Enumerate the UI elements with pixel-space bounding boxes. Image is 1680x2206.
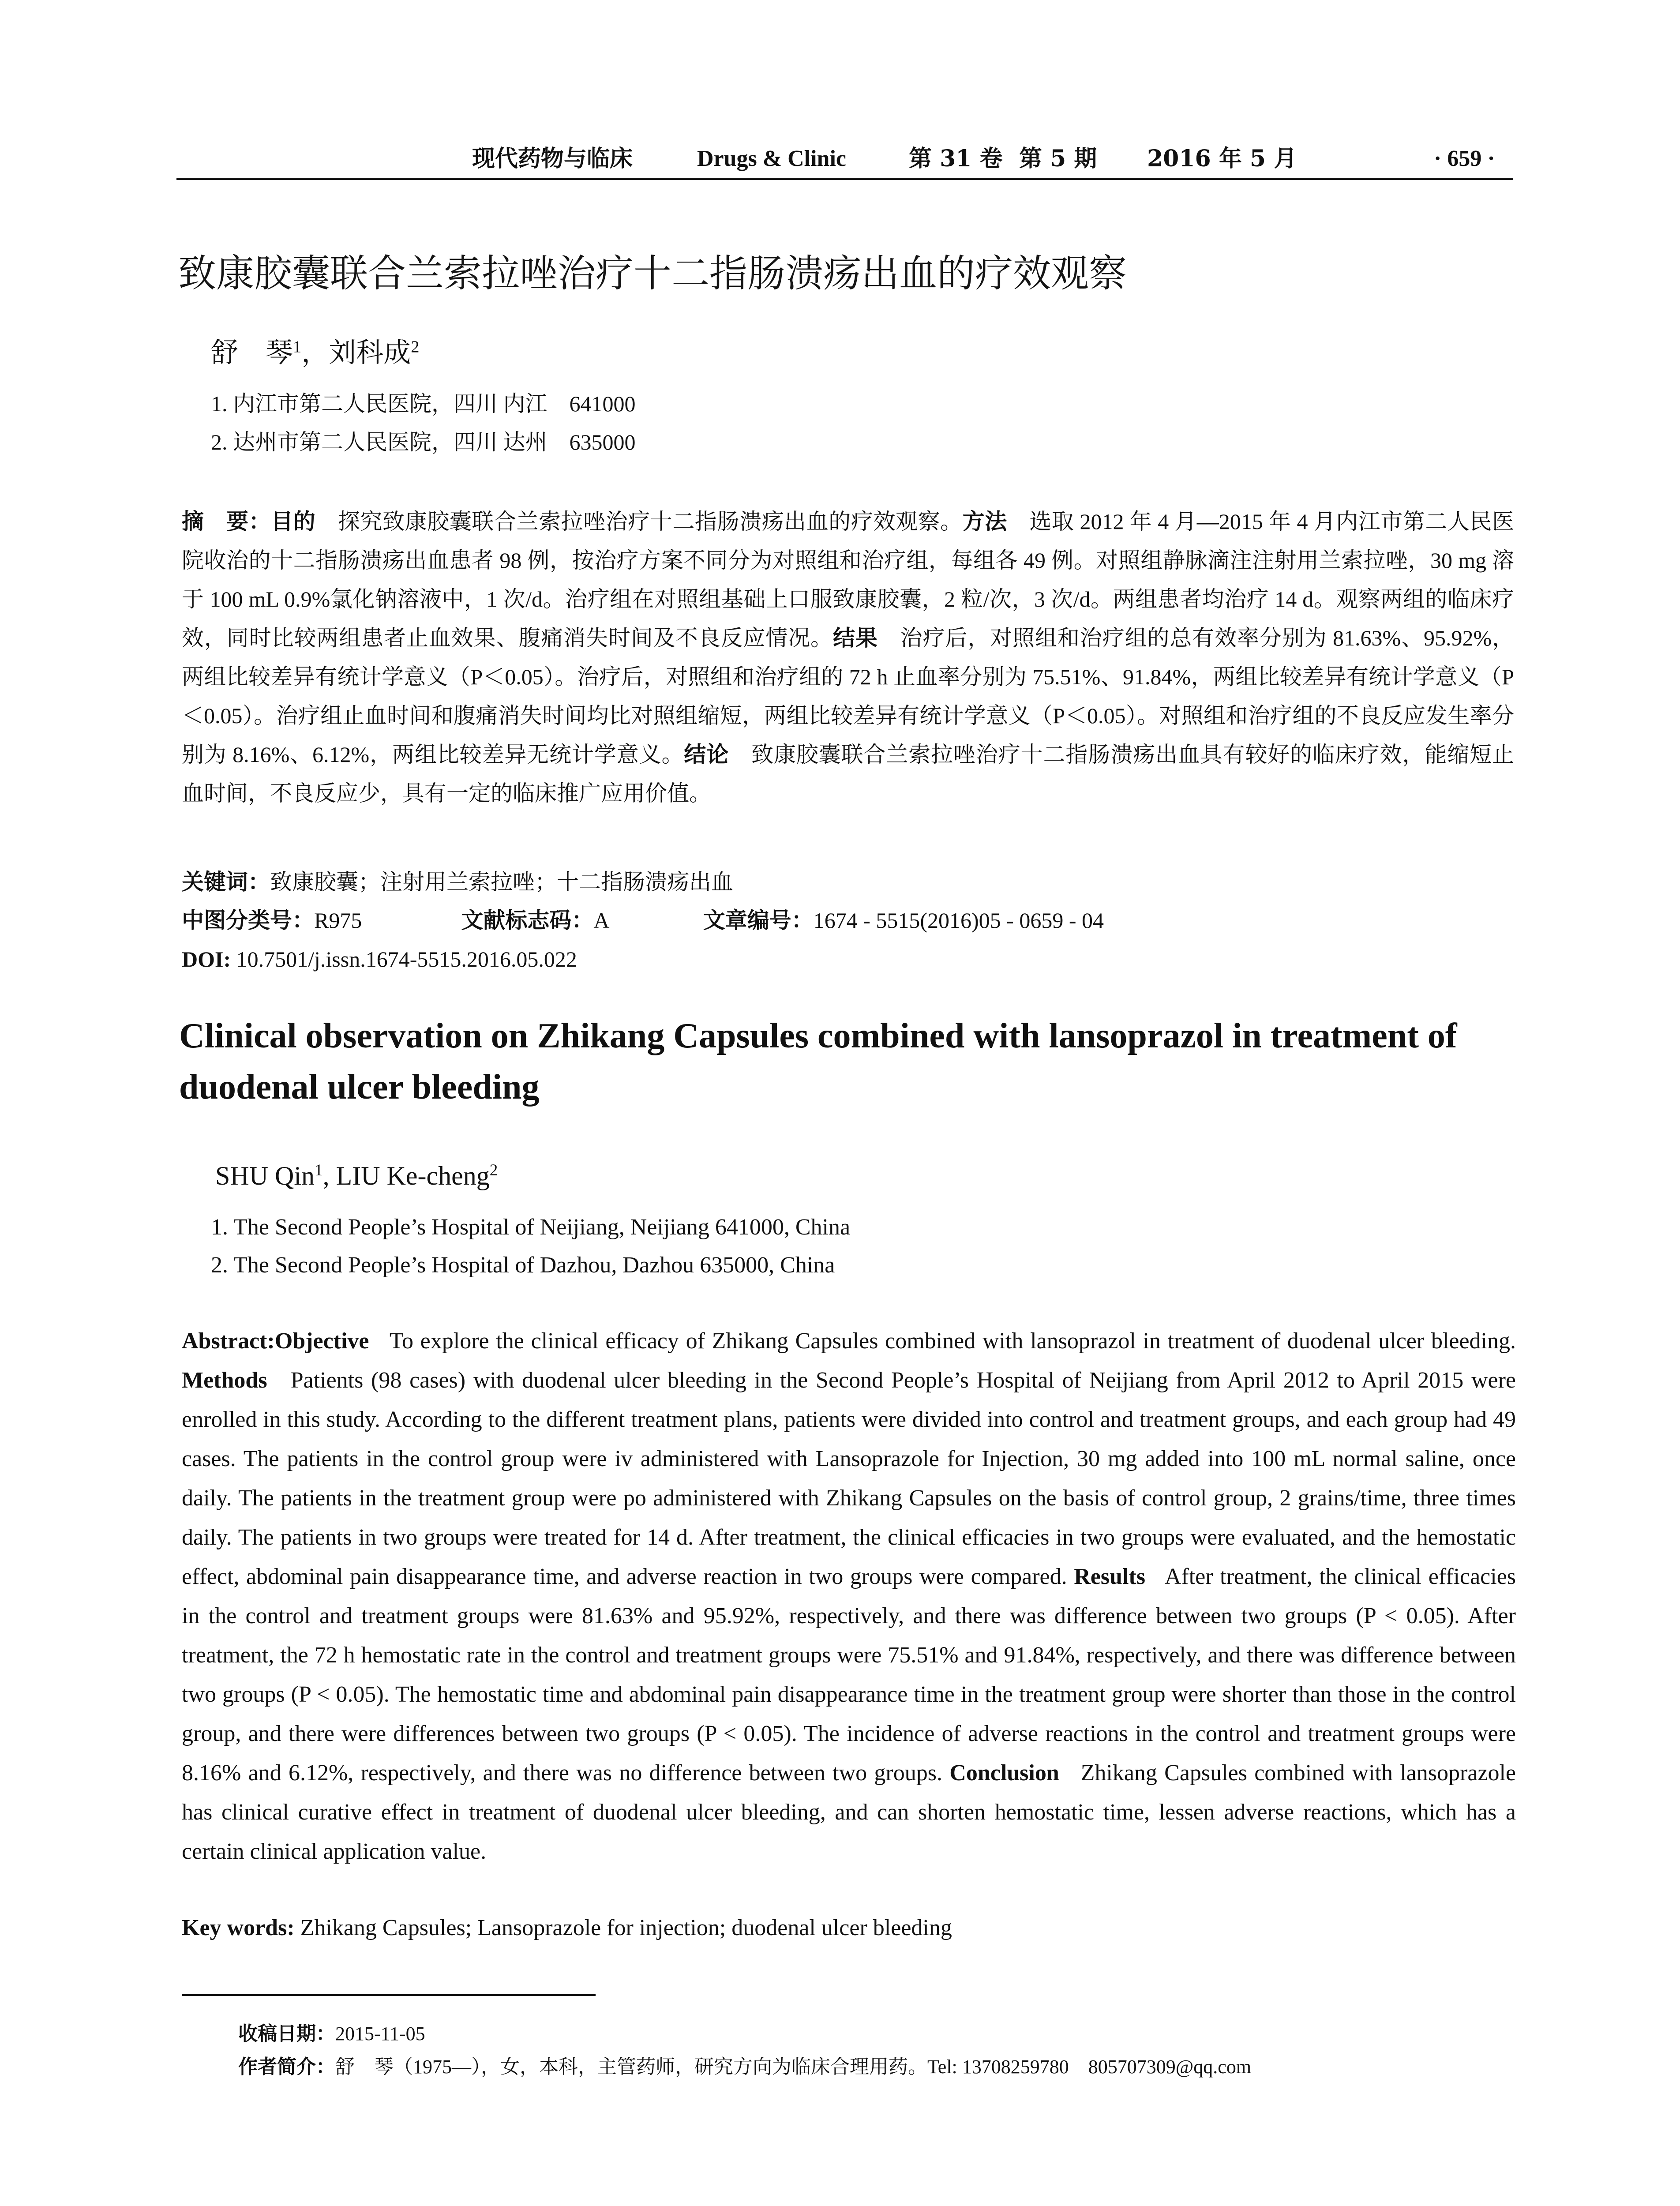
author-name: 舒 琴 bbox=[211, 338, 293, 368]
objective-text-en: To explore the clinical efficacy of Zhikang Capsules combined with lansoprazol in treatment of duodenal ulcer bleeding. bbox=[389, 1328, 1516, 1354]
journal-name-cn: 现代药物与临床 bbox=[472, 145, 633, 172]
affiliation-cn-1: 1. 内江市第二人民医院，四川 内江 641000 bbox=[211, 391, 636, 416]
keywords-label: 关键词： bbox=[182, 869, 270, 895]
results-label: 结果 bbox=[832, 625, 878, 651]
author-name: 刘科成 bbox=[329, 338, 411, 368]
keywords-en bbox=[182, 1908, 952, 1947]
abstract-en bbox=[182, 1321, 1516, 1871]
keywords-label-en: Key words: bbox=[182, 1915, 295, 1940]
received-label: 收稿日期： bbox=[238, 2022, 335, 2045]
title-en: Clinical observation on Zhikang Capsules combined with lansoprazol in treatment of duodenal ulcer bleeding bbox=[179, 1017, 1457, 1107]
affiliation-en-1: 1. The Second People’s Hospital of Neijiang, Neijiang 641000, China bbox=[211, 1215, 851, 1240]
authors-en bbox=[215, 1156, 498, 1196]
received-value: 2015-11-05 bbox=[335, 2023, 425, 2045]
methods-text: 选取 2012 年 4 月—2015 年 4 月内江市第二人民医院收治的十二指肠溃疡出血患者 98 例，按治疗方案不同分为对照组和治疗组，每组各 49 例。对照组静脉滴注注射用兰索拉唑，30 mg 溶于 100 mL 0.9%氯化钠溶液中，1 次/d。治疗组在对照组基础上口服致康胶囊，2 粒/次，3 次/d。两组患者均治疗 14 d。观察两组的临床疗效，同时比较两组患者止血效果、腹痛消失时间及不良反应情况。 bbox=[182, 509, 1515, 650]
article-number-value: 1674 - 5515(2016)05 - 0659 - 04 bbox=[813, 908, 1104, 933]
bio-label: 作者简介： bbox=[238, 2056, 335, 2078]
header-rule bbox=[176, 178, 1513, 180]
keywords-cn bbox=[182, 863, 733, 901]
objective-text: 探究致康胶囊联合兰索拉唑治疗十二指肠溃疡出血的疗效观察。 bbox=[338, 509, 963, 534]
volume: 第 31 卷 bbox=[909, 145, 1003, 172]
results-text-en: After treatment, the clinical efficacies in the control and treatment groups were 81.63% and 95.92%, respectively, and there was difference between two groups (P < 0.05). After treatment, the 72 h hemostatic rate in the control and treatment groups were 75.51% and 91.84%, respectively, and there was difference between two groups (P < 0.05). The hemostatic time and abdominal pain disappearance time in the treatment group were shorter than those in the control group, and there were differences between two groups (P < 0.05). The incidence of adverse reactions in the control and treatment groups were 8.16% and 6.12%, respectively, and there was no difference between two groups. bbox=[182, 1564, 1516, 1786]
classification-line bbox=[182, 901, 1104, 940]
results-text: 治疗后，对照组和治疗组的总有效率分别为 81.63%、95.92%，两组比较差异有统计学意义（P＜0.05）。治疗后，对照组和治疗组的 72 h 止血率分别为 75.51%、91.84%，两组比较差异有统计学意义（P＜0.05）。治疗组止血时间和腹痛消失时间均比对照组缩短，两组比较差异有统计学意义（P＜0.05）。对照组和治疗组的不良反应发生率分别为 8.16%、6.12%，两组比较差异无统计学意义。 bbox=[182, 626, 1515, 767]
conclusion-label: 结论 bbox=[684, 742, 729, 767]
issue: 第 5 期 bbox=[1019, 145, 1097, 172]
clc-label: 中图分类号： bbox=[182, 908, 314, 933]
author-sup: 2 bbox=[411, 338, 420, 356]
footnote-rule bbox=[182, 1994, 596, 1996]
affiliation-en-2: 2. The Second People’s Hospital of Dazhou, Dazhou 635000, China bbox=[211, 1253, 835, 1278]
issue-date: 2016 年 5 月 bbox=[1147, 145, 1297, 172]
authors-cn bbox=[211, 333, 419, 373]
keywords-text-en: Zhikang Capsules; Lansoprazole for injection; duodenal ulcer bleeding bbox=[300, 1915, 952, 1940]
author-bio bbox=[238, 2052, 1251, 2082]
affiliation-cn-2: 2. 达州市第二人民医院，四川 达州 635000 bbox=[211, 430, 636, 454]
results-label-en: Results bbox=[1074, 1564, 1145, 1589]
methods-label: 方法 bbox=[962, 509, 1007, 534]
doi-label: DOI: bbox=[182, 947, 231, 972]
objective-label: 目的 bbox=[271, 509, 316, 534]
conclusion-label-en: Conclusion bbox=[949, 1760, 1059, 1786]
keywords-text: 致康胶囊；注射用兰索拉唑；十二指肠溃疡出血 bbox=[270, 870, 733, 894]
page-number: · 659 · bbox=[1434, 146, 1495, 171]
author-sup: 2 bbox=[489, 1161, 498, 1179]
journal-name-en: Drugs & Clinic bbox=[697, 146, 846, 171]
doi-line bbox=[182, 940, 577, 979]
methods-label-en: Methods bbox=[182, 1368, 267, 1393]
clc-value: R975 bbox=[314, 908, 362, 933]
author-separator: , bbox=[322, 1161, 336, 1190]
doi-value: 10.7501/j.issn.1674-5515.2016.05.022 bbox=[236, 947, 577, 972]
doc-code-value: A bbox=[593, 908, 608, 933]
bio-text: 舒 琴（1975—），女，本科，主管药师，研究方向为临床合理用药。Tel: 13708259780 805707309@qq.com bbox=[335, 2056, 1252, 2078]
author-sup: 1 bbox=[315, 1161, 323, 1179]
abstract-label: 摘 要： bbox=[182, 509, 271, 534]
objective-label-en: Abstract:Objective bbox=[182, 1328, 369, 1354]
author-name: LIU Ke-cheng bbox=[336, 1161, 490, 1190]
abstract-cn bbox=[182, 502, 1514, 813]
doc-code-label: 文献标志码： bbox=[461, 908, 594, 933]
author-sup: 1 bbox=[293, 338, 302, 356]
article-number-label: 文章编号： bbox=[703, 908, 814, 933]
author-separator: ， bbox=[301, 338, 329, 368]
conclusion-text-en: Zhikang Capsules combined with lansoprazole has clinical curative effect in treatment of duodenal ulcer bleeding, and can shorten hemostatic time, lessen adverse reactions, which has a certain clinical application value. bbox=[182, 1760, 1516, 1864]
title-cn: 致康胶囊联合兰索拉唑治疗十二指肠溃疡出血的疗效观察 bbox=[178, 251, 1127, 296]
methods-text-en: Patients (98 cases) with duodenal ulcer bleeding in the Second People’s Hospital of Neijiang from April 2012 to April 2015 were enrolled in this study. According to the different treatment plans, patients were divided into control and treatment groups, and each group had 49 cases. The patients in the control group were iv administered with Lansoprazole for Injection, 30 mg added into 100 mL normal saline, once daily. The patients in the treatment group were po administered with Zhikang Capsules on the basis of control group, 2 grains/time, three times daily. The patients in two groups were treated for 14 d. After treatment, the clinical efficacies in two groups were evaluated, and the hemostatic effect, abdominal pain disappearance time, and adverse reaction in two groups were compared. bbox=[182, 1368, 1516, 1589]
running-header bbox=[176, 140, 1513, 177]
conclusion-text: 致康胶囊联合兰索拉唑治疗十二指肠溃疡出血具有较好的临床疗效，能缩短止血时间，不良反应少，具有一定的临床推广应用价值。 bbox=[182, 742, 1515, 806]
author-name: SHU Qin bbox=[215, 1161, 315, 1190]
received-date bbox=[238, 2018, 425, 2049]
